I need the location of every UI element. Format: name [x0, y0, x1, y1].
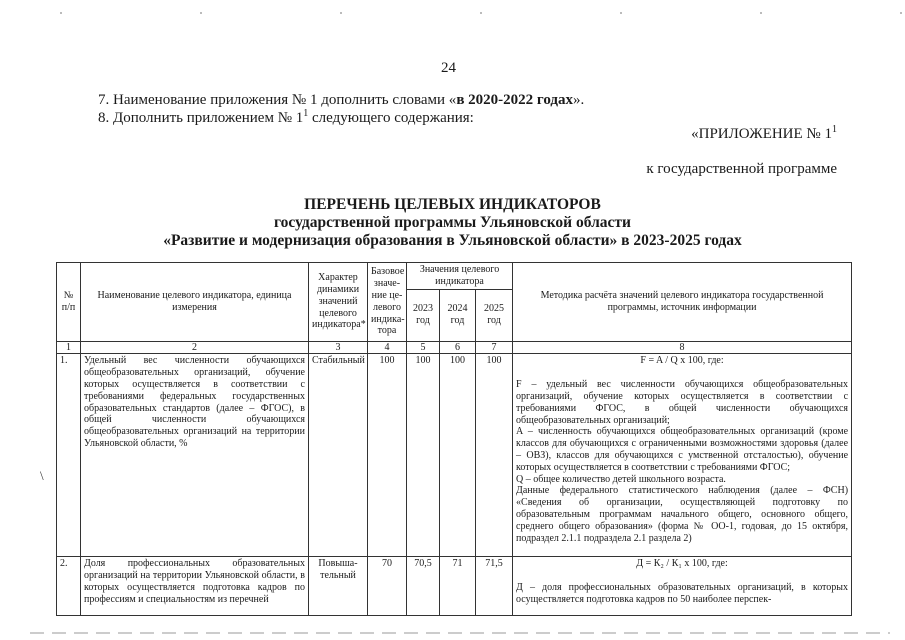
base-value: 100 — [368, 354, 407, 557]
method-paragraph: A – численность обучающихся общеобразовательных организаций (кроме классов для обучающихся с ограниченными возможностями здоровья (далее – ОВЗ), классов для обучающихся с умственной отсталостью), обучение которых осуществляется в соответствии с требованиями ФГОС; — [516, 426, 849, 473]
column-number: 6 — [440, 341, 476, 354]
column-number: 7 — [476, 341, 513, 354]
document-heading-line-3: «Развитие и модернизация образования в Ульяновской области» в 2023-2025 годах — [163, 232, 742, 249]
appendix-subtitle: к государственной программе — [646, 161, 837, 177]
bottom-scan-marks — [30, 632, 890, 634]
column-number: 3 — [309, 341, 368, 354]
method-paragraph: Д – доля профессиональных образовательных организаций, в которых осуществляется подготовка кадров по 50 наиболее перспек- — [516, 582, 849, 605]
stray-scan-mark: \ — [40, 468, 44, 483]
header-base-value: Базовое значе-ние це-левого индика-тора — [368, 263, 407, 342]
header-num: № п/п — [57, 263, 81, 342]
document-heading-line-2: государственной программы Ульяновской области — [274, 214, 631, 231]
value-2024: 100 — [440, 354, 476, 557]
table-row — [57, 354, 852, 557]
indicator-dynamics: Повыша-тельный — [309, 557, 368, 616]
value-2023: 100 — [407, 354, 440, 557]
header-year-2023: 2023 год — [407, 289, 440, 341]
header-values-group: Значения целевого индикатора — [407, 263, 513, 290]
document-heading-line-1: ПЕРЕЧЕНЬ ЦЕЛЕВЫХ ИНДИКАТОРОВ — [304, 196, 601, 213]
method-paragraph: F – удельный вес численности обучающихся общеобразовательных организаций, обучение которых осуществляется в соответствии с требованиями ФГОС, в общей численности обучающихся общеобразовательных организаций; — [516, 379, 849, 426]
calculation-method — [513, 557, 852, 616]
column-number: 8 — [513, 341, 852, 354]
row-number: 2. — [57, 557, 81, 616]
method-paragraph: Данные федерального статистического наблюдения (далее – ФСН) «Сведения об организации, осуществляющей подготовку по образовательным программам начального общего, основного общего, среднего общего образования» (форма № ОО-1, годовая, до 15 октября, подраздел 2.1.1 подраздела 2.1 раздела 2) — [516, 485, 849, 544]
header-name: Наименование целевого индикатора, единица измерения — [81, 263, 309, 342]
method-paragraph: Q – общее количество детей школьного возраста. — [516, 473, 726, 485]
header-dynamics: Характер динамики значений целевого индикатора* — [309, 263, 368, 342]
amendment-item-8: 8. Дополнить приложением № $1^1$ следующего содержания: — [98, 108, 474, 126]
header-year-2024: 2024 год — [440, 289, 476, 341]
column-number: 5 — [407, 341, 440, 354]
appendix-title: «ПРИЛОЖЕНИЕ № $1^1$ — [691, 124, 837, 142]
column-numbers-row — [57, 341, 852, 354]
indicator-name: Доля профессиональных образовательных организаций на территории Ульяновской области, в которых осуществляется подготовка кадров по профессиям и специальностям из перечней — [81, 557, 309, 616]
amendment-bold-text: в 2020-2022 годах — [456, 92, 574, 108]
value-2023: 70,5 — [407, 557, 440, 616]
indicators-table — [56, 262, 852, 616]
column-number: 1 — [57, 341, 81, 354]
page-number: 24 — [441, 60, 456, 76]
header-year-2025: 2025 год — [476, 289, 513, 341]
row-number: 1. — [57, 354, 81, 557]
base-value: 70 — [368, 557, 407, 616]
value-2024: 71 — [440, 557, 476, 616]
table-row — [57, 557, 852, 616]
value-2025: 71,5 — [476, 557, 513, 616]
indicator-dynamics: Стабильный — [309, 354, 368, 557]
header-method: Методика расчёта значений целевого индикатора государственной программы, источник информации — [513, 263, 852, 342]
column-number: 4 — [368, 341, 407, 354]
amendment-item-7: 7. Наименование приложения № 1 дополнить словами «в 2020-2022 годах». — [98, 92, 585, 108]
calculation-method — [513, 354, 852, 557]
top-scan-marks — [0, 12, 905, 14]
column-number: 2 — [81, 341, 309, 354]
indicator-name: Удельный вес численности обучающихся общеобразовательных организаций, обучение которых осуществляется в соответствии с требованиями федеральных государственных образовательных стандартов (далее – ФГОС), в общей численности обучающихся общеобразовательных организаций на территории Ульяновской области, % — [81, 354, 309, 557]
method-formula: F = A / Q x 100, где: — [640, 355, 724, 367]
value-2025: 100 — [476, 354, 513, 557]
method-formula: Д = К₂ / К₁ х 100, где: — [636, 558, 728, 570]
